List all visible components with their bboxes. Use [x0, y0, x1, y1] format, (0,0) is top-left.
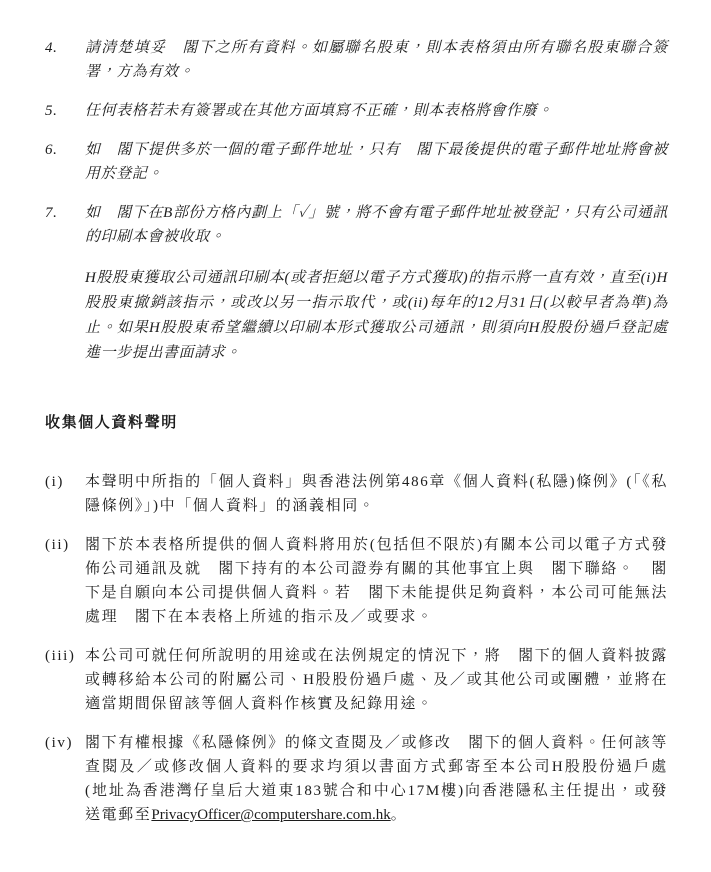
note-item-6	[45, 138, 668, 186]
note-item-number: 5.	[45, 103, 58, 119]
pics-item-ii	[45, 533, 668, 629]
notes-section	[45, 36, 668, 366]
pics-item-text: 本公司可就任何所說明的用途或在法例規定的情況下，將 閣下的個人資料披露或轉移給本公司的附屬公司、H股股份過戶處、及／或其他公司或團體，並將在適當期間保留該等個人資料作核實及紀錄用途。	[85, 648, 668, 712]
pics-item-text-after-email: 。	[390, 807, 408, 823]
note-item-7	[45, 201, 668, 249]
note-item-text: 任何表格若未有簽署或在其他方面填寫不正確，則本表格將會作廢。	[85, 103, 554, 119]
pics-item-number: (ii)	[45, 537, 70, 553]
pics-item-iv	[45, 731, 668, 827]
note-item-number: 4.	[45, 40, 58, 56]
note-item-number: 7.	[45, 205, 58, 221]
privacy-officer-email-link[interactable]: PrivacyOfficer@computershare.com.hk	[151, 807, 391, 823]
pics-item-number: (i)	[45, 474, 64, 490]
pics-item-number: (iii)	[45, 648, 76, 664]
note-item-4	[45, 36, 668, 84]
personal-data-statement-section	[45, 411, 668, 827]
pics-item-i	[45, 470, 668, 518]
h-share-instruction-paragraph: H股股東獲取公司通訊印刷本(或者拒絕以電子方式獲取)的指示將一直有效，直至(i)H股股東撤銷該指示，或改以另一指示取代，或(ii)每年的12月31日(以較早者為準)為止。如果H股股東希望繼續以印刷本形式獲取公司通訊，則須向H股股份過戶登記處進一步提出書面請求。	[85, 270, 668, 361]
note-item-text: 如 閣下提供多於一個的電子郵件地址，只有 閣下最後提供的電子郵件地址將會被用於登記。	[85, 142, 668, 182]
note-item-number: 6.	[45, 142, 58, 158]
pics-item-text	[85, 731, 668, 827]
pics-item-iii	[45, 644, 668, 716]
pics-item-number: (iv)	[45, 735, 74, 751]
section-heading: 收集個人資料聲明	[45, 415, 178, 431]
pics-item-text-before-email: 閣下有權根據《私隱條例》的條文查閱及／或修改 閣下的個人資料。任何該等查閱及／或修改個人資料的要求均須以書面方式郵寄至本公司H股股份過戶處(地址為香港灣仔皇后大道東183號合和中心17M樓)向香港隱私主任提出，或發送電郵至	[85, 735, 668, 823]
note-item-text: 請清楚填妥 閣下之所有資料。如屬聯名股東，則本表格須由所有聯名股東聯合簽署，方為有效。	[85, 40, 668, 80]
pics-item-text: 閣下於本表格所提供的個人資料將用於(包括但不限於)有關本公司以電子方式發佈公司通訊及就 閣下持有的本公司證券有關的其他事宜上與 閣下聯絡。 閣下是自願向本公司提供個人資料。若 閣下未能提供足夠資料，本公司可能無法處理 閣下在本表格上所述的指示及／或要求。	[85, 537, 668, 625]
note-item-5	[45, 99, 668, 123]
note-item-text: 如 閣下在B部份方格內劃上「✓」號，將不會有電子郵件地址被登記，只有公司通訊的印刷本會被收取。	[85, 205, 668, 245]
pics-item-text: 本聲明中所指的「個人資料」與香港法例第486章《個人資料(私隱)條例》(「《私隱條例》」)中「個人資料」的涵義相同。	[85, 474, 668, 514]
